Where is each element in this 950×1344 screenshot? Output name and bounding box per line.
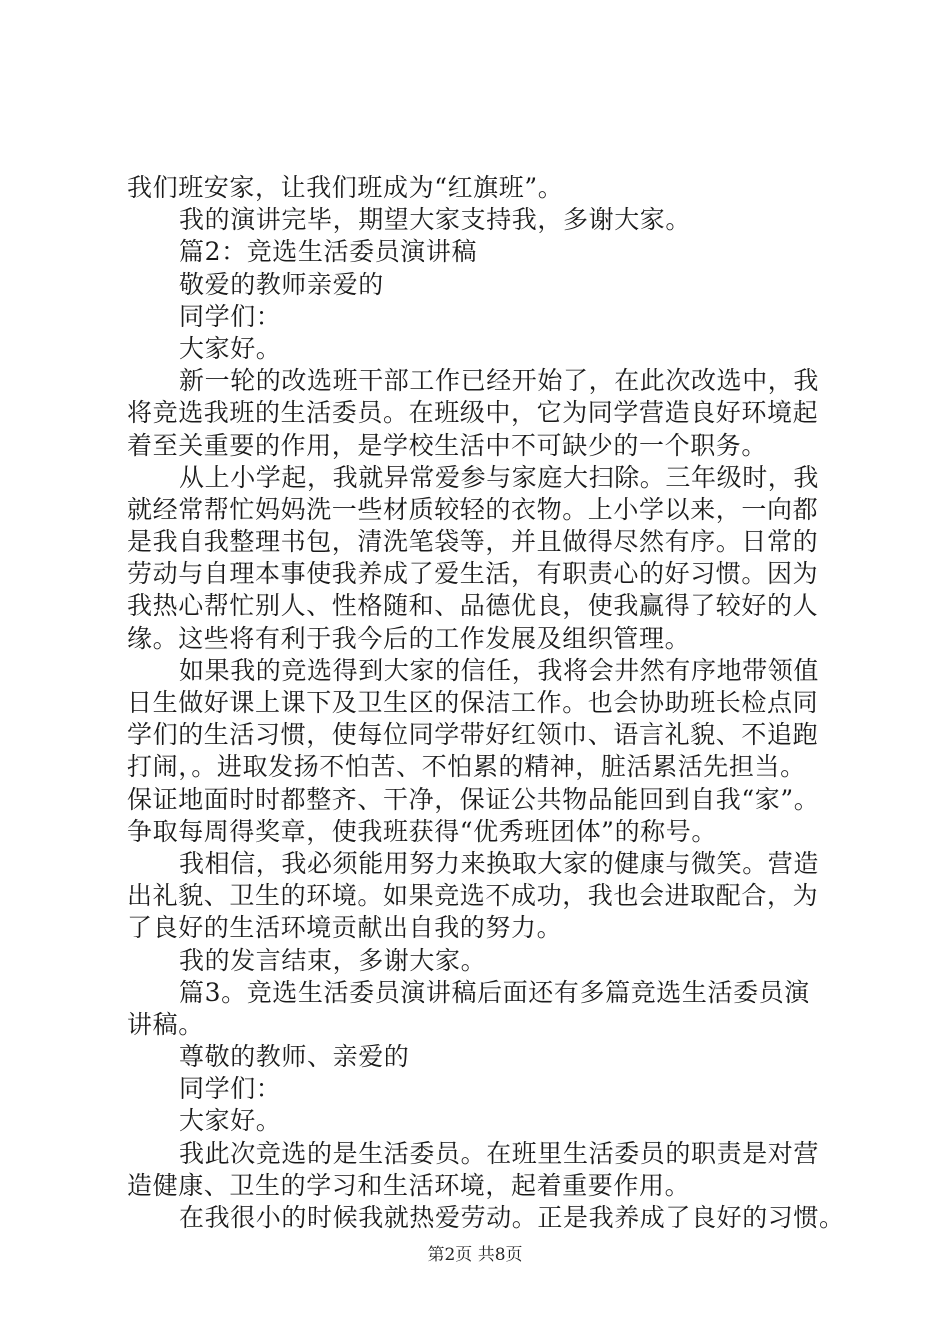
text-line: 将竞选我班的生活委员。在班级中，它为同学营造良好环境起	[127, 398, 819, 428]
text-line: 着至关重要的作用，是学校生活中不可缺少的一个职务。	[127, 430, 768, 460]
text-line: 篇3。竞选生活委员演讲稿后面还有多篇竞选生活委员演	[179, 977, 810, 1007]
text-line: 日生做好课上课下及卫生区的保洁工作。也会协助班长检点同	[127, 688, 819, 717]
text-line: 讲稿。	[127, 1009, 204, 1039]
page-number-label: 第2页 共8页	[427, 1245, 523, 1265]
text-line: 争取每周得奖章，使我班获得“优秀班团体”的称号。	[127, 816, 717, 846]
text-line: 我相信，我必须能用努力来换取大家的健康与微笑。营造	[179, 848, 820, 878]
text-line: 我的演讲完毕，期望大家支持我，多谢大家。	[179, 205, 692, 235]
text-line: 就经常帮忙妈妈洗一些材质较轻的衣物。上小学以来，一向都	[127, 494, 819, 524]
text-line: 我热心帮忙别人、性格随和、品德优良，使我赢得了较好的人	[127, 591, 819, 621]
document-body	[127, 172, 845, 1234]
text-line: 缘。这些将有利于我今后的工作发展及组织管理。	[127, 623, 691, 653]
text-line: 保证地面时时都整齐、干净，保证公共物品能回到自我“家”。	[127, 784, 820, 814]
text-line: 我此次竞选的是生活委员。在班里生活委员的职责是对营	[179, 1138, 820, 1168]
text-line: 同学们：	[179, 301, 282, 331]
text-line: 劳动与自理本事使我养成了爱生活，有职责心的好习惯。因为	[127, 559, 819, 589]
text-line: 新一轮的改选班干部工作已经开始了，在此次改选中，我	[179, 366, 820, 396]
text-line: 篇2：竞选生活委员演讲稿	[179, 237, 478, 267]
text-line: 学们的生活习惯，使每位同学带好红领巾、语言礼貌、不追跑	[127, 720, 819, 750]
text-line: 大家好。	[179, 333, 282, 363]
text-line: 从上小学起，我就异常爱参与家庭大扫除。三年级时，我	[179, 462, 820, 492]
text-line: 了良好的生活环境贡献出自我的努力。	[127, 913, 563, 943]
text-line: 我们班安家，让我们班成为“红旗班”。	[127, 173, 564, 202]
text-line: 造健康、卫生的学习和生活环境，起着重要作用。	[127, 1170, 691, 1200]
text-line: 打闹，。进取发扬不怕苦、不怕累的精神，脏活累活先担当。	[127, 752, 806, 782]
text-line: 同学们：	[179, 1074, 282, 1104]
text-line: 在我很小的时候我就热爱劳动。正是我养成了良好的习惯。	[179, 1203, 845, 1232]
text-line: 大家好。	[179, 1106, 282, 1136]
text-line: 我的发言结束，多谢大家。	[179, 945, 487, 975]
text-line: 敬爱的教师亲爱的	[179, 269, 384, 299]
text-line: 出礼貌、卫生的环境。如果竞选不成功，我也会进取配合，为	[127, 881, 819, 911]
text-line: 是我自我整理书包，清洗笔袋等，并且做得尽然有序。日常的	[127, 527, 819, 557]
page-footer	[0, 1240, 950, 1265]
text-line: 如果我的竞选得到大家的信任，我将会井然有序地带领值	[179, 655, 820, 685]
text-line: 尊敬的教师、亲爱的	[179, 1042, 410, 1072]
